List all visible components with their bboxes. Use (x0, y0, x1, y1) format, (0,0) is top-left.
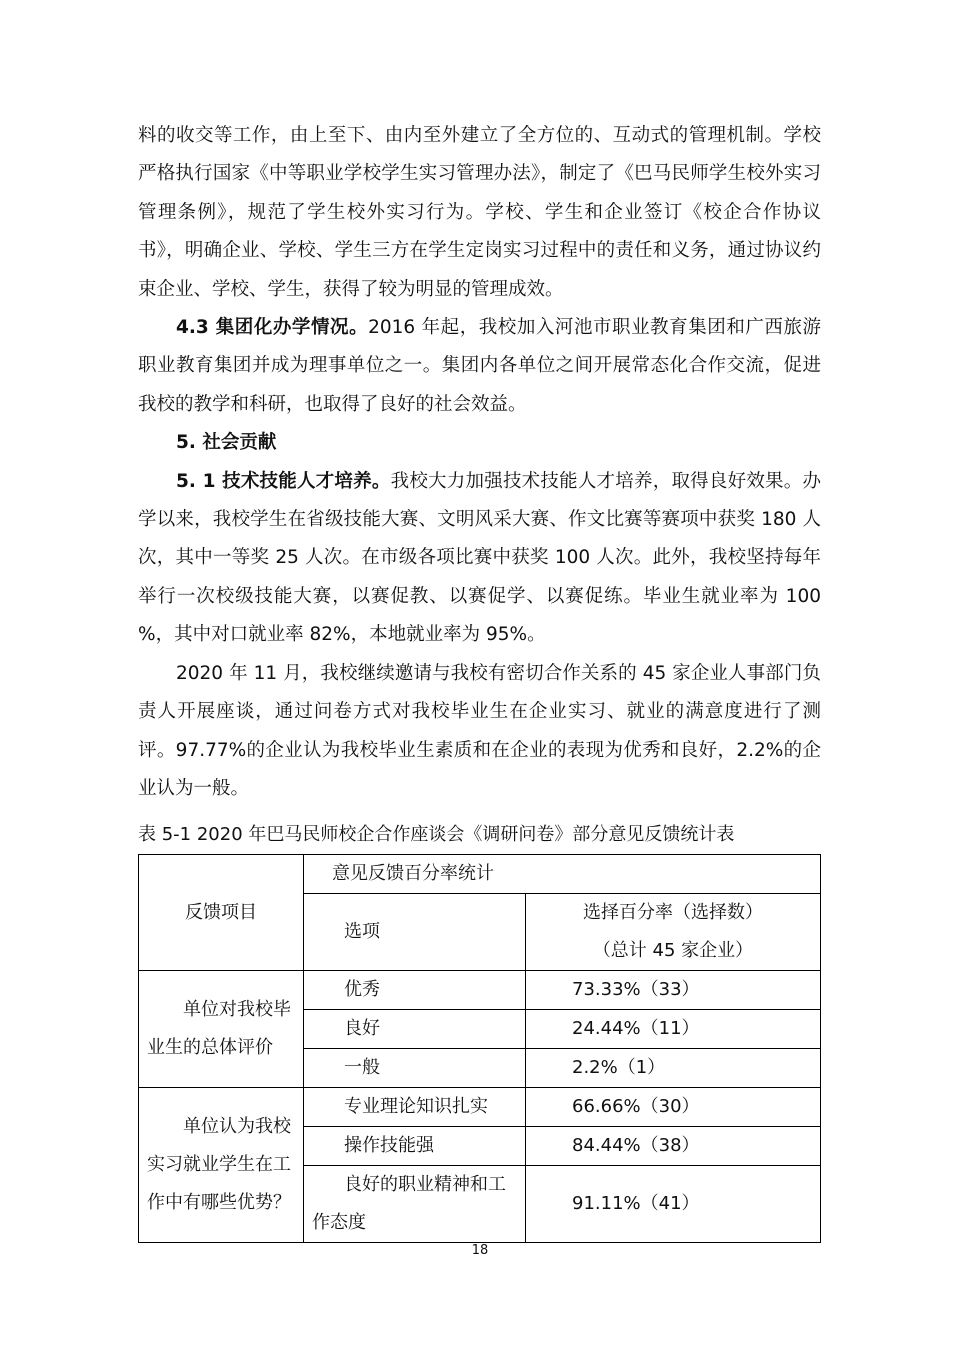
group-item-advantages: 单位认为我校实习就业学生在工作中有哪些优势？ (139, 1088, 304, 1243)
page-number: 18 (471, 1243, 489, 1258)
table-caption: 表 5-1 2020 年巴马民师校企合作座谈会《调研问卷》部分意见反馈统计表 (138, 824, 735, 846)
option-cell: 专业理论知识扎实 (304, 1088, 526, 1127)
table-row (139, 1088, 821, 1127)
header-rate (526, 894, 821, 971)
rate-cell: 24.44%（11） (526, 1010, 821, 1049)
option-cell: 操作技能强 (304, 1127, 526, 1166)
section-heading-5-1: 5. 1 技术技能人才培养。 (176, 470, 391, 492)
rate-cell: 73.33%（33） (526, 971, 821, 1010)
table-header-row (139, 855, 821, 894)
option-cell: 良好的职业精神和工作态度 (304, 1166, 526, 1243)
header-option: 选项 (304, 894, 526, 971)
feedback-table (138, 854, 821, 1243)
paragraph-talent-training-body: 我校大力加强技术技能人才培养，取得良好效果。办学以来，我校学生在省级技能大赛、文明风采大赛、作文比赛等赛项中获奖 180 人次，其中一等奖 25 人次。在市级各项比赛中获奖 100 人次。此外，我校坚持每年举行一次校级技能大赛，以赛促教、以赛促学、以赛促练。毕业生就业率为 100 %，其中对口就业率 82%，本地就业率为 95%。 (138, 470, 821, 646)
option-cell: 良好 (304, 1010, 526, 1049)
table-row (139, 971, 821, 1010)
paragraph-group-schooling (138, 309, 821, 424)
paragraph-survey: 2020 年 11 月，我校继续邀请与我校有密切合作关系的 45 家企业人事部门负责人开展座谈，通过问卷方式对我校毕业生在企业实习、就业的满意度进行了测评。97.77%的企业认为我校毕业生素质和在企业的表现为优秀和良好，2.2%的企业认为一般。 (138, 662, 821, 799)
group-item-overall-evaluation: 单位对我校毕业生的总体评价 (139, 971, 304, 1088)
header-feedback-item: 反馈项目 (139, 855, 304, 971)
header-stats: 意见反馈百分率统计 (304, 855, 821, 894)
paragraph-management: 料的收交等工作，由上至下、由内至外建立了全方位的、互动式的管理机制。学校严格执行国家《中等职业学校学生实习管理办法》，制定了《巴马民师学生校外实习管理条例》，规范了学生校外实习行为。学校、学生和企业签订《校企合作协议书》，明确企业、学校、学生三方在学生定岗实习过程中的责任和义务，通过协议约束企业、学校、学生，获得了较为明显的管理成效。 (138, 125, 821, 300)
paragraph-group-schooling-body: 2016 年起，我校加入河池市职业教育集团和广西旅游职业教育集团并成为理事单位之一。集团内各单位之间开展常态化合作交流，促进我校的教学和科研，也取得了良好的社会效益。 (138, 317, 821, 415)
rate-cell: 91.11%（41） (526, 1166, 821, 1243)
header-rate-line1: 选择百分率（选择数） (583, 902, 763, 924)
paragraph-talent-training (138, 463, 821, 655)
rate-cell: 66.66%（30） (526, 1088, 821, 1127)
option-cell: 优秀 (304, 971, 526, 1010)
section-heading-5: 5. 社会贡献 (176, 432, 277, 454)
header-rate-line2: （总计 45 家企业） (592, 940, 754, 962)
page-content (138, 117, 821, 1243)
rate-cell: 2.2%（1） (526, 1049, 821, 1088)
rate-cell: 84.44%（38） (526, 1127, 821, 1166)
section-heading-4-3: 4.3 集团化办学情况。 (176, 317, 369, 339)
option-cell: 一般 (304, 1049, 526, 1088)
